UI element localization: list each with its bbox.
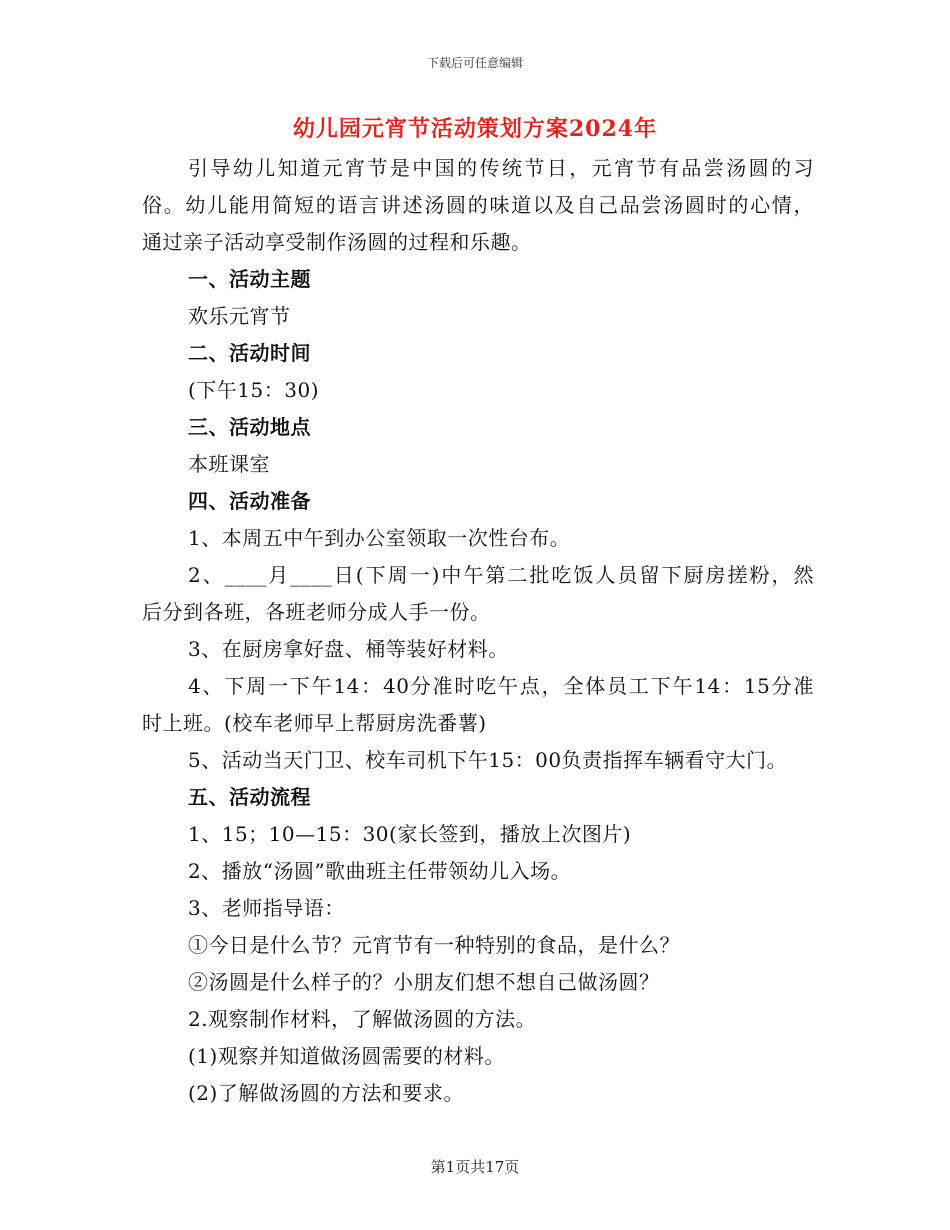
section-text-location: 本班课室 bbox=[188, 452, 270, 476]
process-substep-1: (1)观察并知道做汤圆需要的材料。 bbox=[188, 1044, 505, 1068]
intro-line-3: 通过亲子活动享受制作汤圆的过程和乐趣。 bbox=[142, 230, 532, 254]
section-heading-time: 二、活动时间 bbox=[188, 341, 311, 365]
section-text-theme: 欢乐元宵节 bbox=[188, 304, 291, 328]
process-substep-2: (2)了解做汤圆的方法和要求。 bbox=[188, 1081, 464, 1105]
preparation-item-3: 3、在厨房拿好盘、桶等装好材料。 bbox=[188, 637, 509, 661]
page-indicator: 第1页共17页 bbox=[430, 1158, 520, 1176]
process-question-1: ①今日是什么节？元宵节有一种特别的食品，是什么？ bbox=[188, 933, 680, 957]
document-title: 幼儿园元宵节活动策划方案2024年 bbox=[292, 116, 658, 142]
intro-line-2: 俗。幼儿能用简短的语言讲述汤圆的味道以及自己品尝汤圆时的心情， bbox=[142, 193, 814, 217]
preparation-item-2: 2、____月____日(下周一)中午第二批吃饭人员留下厨房搓粉，然 bbox=[188, 563, 814, 587]
section-heading-location: 三、活动地点 bbox=[188, 415, 311, 439]
section-heading-process: 五、活动流程 bbox=[188, 785, 311, 809]
intro-line-1: 引导幼儿知道元宵节是中国的传统节日，元宵节有品尝汤圆的习 bbox=[188, 156, 814, 180]
preparation-item-4-cont: 时上班。(校车老师早上帮厨房洗番薯) bbox=[142, 711, 487, 735]
preparation-item-2-cont: 后分到各班，各班老师分成人手一份。 bbox=[142, 600, 491, 624]
preparation-item-4: 4、下周一下午14：40分准时吃午点，全体员工下午14：15分准 bbox=[188, 674, 814, 698]
process-item-3: 3、老师指导语： bbox=[188, 896, 345, 920]
process-item-1: 1、15；10—15：30(家长签到，播放上次图片) bbox=[188, 822, 632, 846]
document-body bbox=[142, 150, 814, 1112]
section-text-time: (下午15：30) bbox=[188, 378, 320, 402]
process-question-2: ②汤圆是什么样子的？小朋友们想不想自己做汤圆？ bbox=[188, 970, 660, 994]
section-heading-theme: 一、活动主题 bbox=[188, 267, 311, 291]
section-heading-preparation: 四、活动准备 bbox=[188, 489, 311, 513]
process-item-2: 2、播放“汤圆”歌曲班主任带领幼儿入场。 bbox=[188, 859, 572, 883]
process-step-2: 2.观察制作材料，了解做汤圆的方法。 bbox=[188, 1007, 537, 1031]
preparation-item-1: 1、本周五中午到办公室领取一次性台布。 bbox=[188, 526, 571, 550]
header-note: 下载后可任意编辑 bbox=[426, 56, 523, 70]
preparation-item-5: 5、活动当天门卫、校车司机下午15：00负责指挥车辆看守大门。 bbox=[188, 748, 788, 772]
